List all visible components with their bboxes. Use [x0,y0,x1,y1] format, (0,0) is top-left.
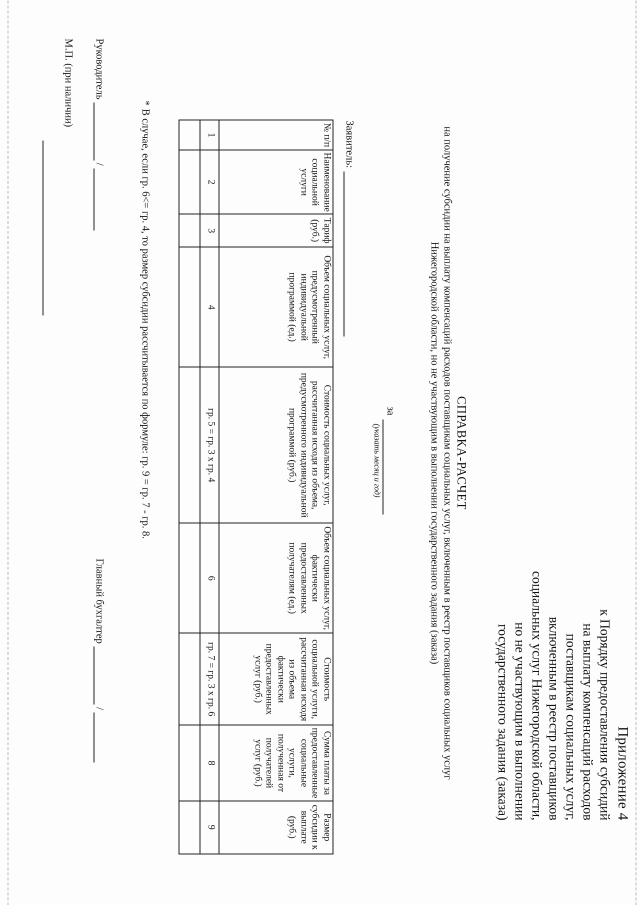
column-number-cell: 4 [200,247,219,367]
header-cell: Объем социальных услуг, фактически предоставленных получателям (ед.) [219,523,333,633]
column-number-cell: гр. 7 = гр. 3 х гр. 6 [200,633,219,725]
column-number-cell: 2 [200,150,219,214]
header-cell: Тариф (руб.) [219,214,333,247]
table-cell [179,800,200,853]
accountant-label: Главный бухгалтер [93,558,104,644]
document-subtitle-line: Нижегородской области, но не участвующим в выполнении государственного задания (заказа) [428,241,439,664]
applicant-blank-line [343,171,355,336]
signature-separator: / [93,162,104,166]
accountant-signature-line [93,558,105,762]
head-label: Руководитель [93,38,104,99]
table-cell [179,367,200,523]
appendix-line: поставщикам социальных услуг, [563,633,578,820]
period-field [372,405,400,515]
document-heading [427,0,468,905]
document-subtitle-line: на получение субсидии на выплату компенсаций расходов поставщикам социальных услуг, включенным в реестр поставщиков социальных услуг [441,125,452,780]
period-hint: (указать месяц и год) [372,423,381,497]
table-cell [179,725,200,801]
calculation-table [178,119,333,854]
table-cell [179,523,200,633]
column-number-cell: 6 [200,523,219,633]
column-number-cell: 8 [200,725,219,801]
table-data-row [179,120,200,854]
stamp-line [42,140,43,315]
applicant-field [343,120,355,336]
table-cell [179,247,200,367]
column-number-cell: 1 [200,120,219,150]
footnote [139,100,150,538]
name-blank [93,712,105,762]
signature-separator: / [93,706,104,710]
period-prefix: за [384,406,395,415]
appendix-title: Приложение 4 [614,725,630,820]
calculation-table-wrapper [178,119,333,854]
applicant-label: Заявитель: [343,120,354,168]
footnote-text: В случае, если гр. 6<= гр. 4, то размер субсидии рассчитывается по формуле: гр. 9 = гр. 7 - гр. 8. [139,108,150,539]
column-number-cell: 3 [200,214,219,247]
table-header-row [219,120,333,854]
appendix-line: на выплату компенсаций расходов [580,622,595,820]
header-cell: Стоимость социальных услуг, рассчитанная исходя из объема, предусмотренного индивидуальной программой (руб.) [219,367,333,523]
appendix-block [494,420,630,820]
scan-edge-top [635,0,636,905]
table-cell [179,633,200,725]
header-cell: № п/п [219,120,333,150]
appendix-line: государственного задания (заказа) [495,623,510,820]
period-blank-line [382,419,395,514]
signature-blank [93,102,105,160]
scan-edge-bottom [7,0,8,905]
table-cell [179,120,200,150]
signature-blank [93,646,105,704]
header-cell: Размер субсидии к выплате (руб.) [219,800,333,853]
name-blank [93,168,105,230]
header-cell: Сумма платы за предоставленные социальные услуги, полученная от получателей услуг (руб.) [219,725,333,801]
header-cell: Стоимость социальной услуги, рассчитанная исходя из объема фактически предоставленных услуг (руб.) [219,633,333,725]
appendix-line: включенным в реестр поставщиков [546,616,561,820]
table-number-row [200,120,219,854]
seal-note: М.П. (при наличии) [62,38,73,127]
header-cell: Наименование социальной услуги [219,150,333,214]
appendix-line: но не участвующим в выполнении [512,621,527,820]
document-title: СПРАВКА-РАСЧЕТ [454,395,468,510]
column-number-cell: 9 [200,800,219,853]
header-cell: Объем социальных услуг, предусмотренный индивидуальной программой (ед.) [219,247,333,367]
table-cell [179,214,200,247]
appendix-line: к Порядку предоставления субсидий [597,608,612,820]
column-number-cell: гр. 5 = гр. 3 х гр. 4 [200,367,219,523]
table-cell [179,150,200,214]
footnote-star: * [139,100,150,106]
head-signature-line [93,38,105,230]
appendix-line: социальных услуг Нижегородской области, [529,570,544,820]
